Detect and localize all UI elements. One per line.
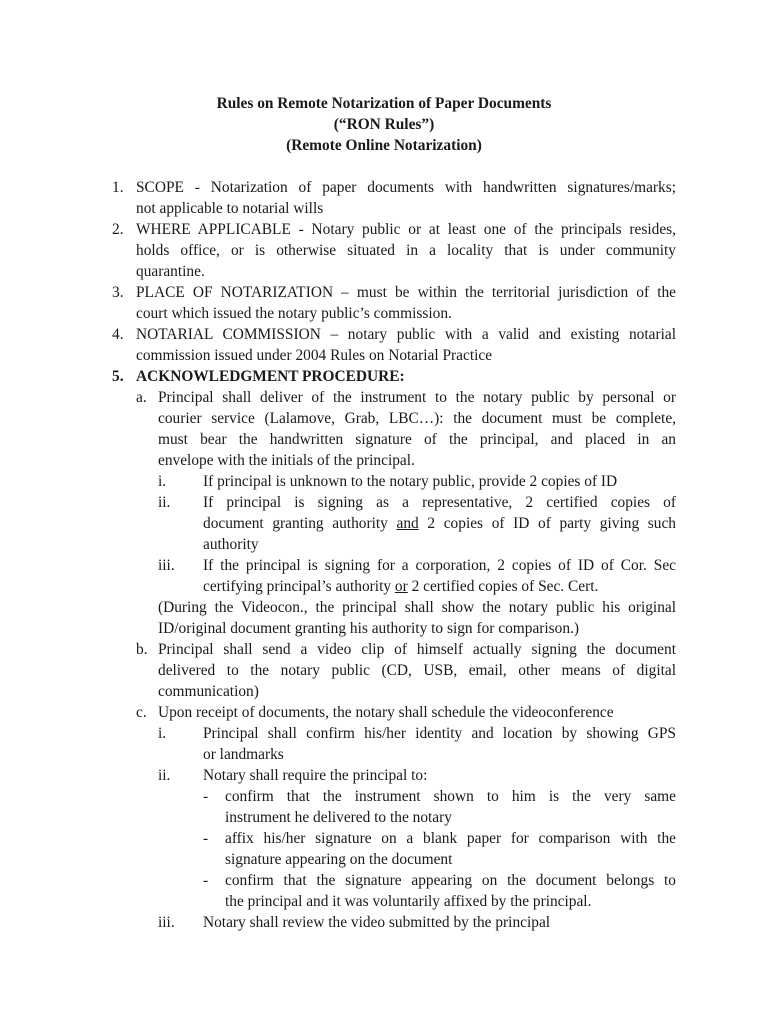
where-applicable-text-cont: holds office, or is otherwise situated in a locality that is under community bbox=[136, 242, 676, 259]
section-a-text: courier service (Lalamove, Grab, LBC…): the document must be complete, bbox=[158, 410, 676, 427]
where-applicable-text-end: quarantine. bbox=[136, 263, 205, 280]
section-c-iii-text: Notary shall review the video submitted by the principal bbox=[203, 914, 551, 931]
commission-text: NOTARIAL COMMISSION – notary public with a valid and existing notarial bbox=[136, 326, 676, 343]
item-number-4: 4. bbox=[112, 326, 124, 343]
item-number-3: 3. bbox=[112, 284, 124, 301]
section-a-text: must bear the handwritten signature of the principal, and placed in an bbox=[158, 431, 676, 448]
section-c-label: c. bbox=[136, 704, 147, 721]
section-a-ii-text-end: authority bbox=[203, 536, 259, 553]
section-a-text: Principal shall deliver of the instrument to the notary public by personal or bbox=[158, 389, 676, 406]
section-b-text: delivered to the notary public (CD, USB, email, other means of digital bbox=[158, 662, 676, 679]
section-a-ii-text-cont: document granting authority and 2 copies of ID of party giving such bbox=[203, 515, 676, 532]
videocon-note: (During the Videocon., the principal shall show the notary public his original bbox=[158, 599, 676, 616]
requirement-confirm-instrument-cont: instrument he delivered to the notary bbox=[225, 809, 452, 826]
dash-bullet: - bbox=[203, 830, 209, 847]
section-a-i-label: i. bbox=[158, 473, 167, 490]
and-underlined: and bbox=[396, 515, 419, 532]
section-c-i-label: i. bbox=[158, 725, 167, 742]
requirement-affix-signature-cont: signature appearing on the document bbox=[225, 851, 453, 868]
commission-text-cont: commission issued under 2004 Rules on Notarial Practice bbox=[136, 347, 493, 364]
place-text-cont: court which issued the notary public’s commission. bbox=[136, 305, 452, 322]
section-b-label: b. bbox=[136, 641, 148, 658]
section-b-text: communication) bbox=[158, 683, 259, 700]
ack-procedure-heading: ACKNOWLEDGMENT PROCEDURE: bbox=[136, 368, 405, 385]
section-c-ii-text: Notary shall require the principal to: bbox=[203, 767, 428, 784]
place-text: PLACE OF NOTARIZATION – must be within the territorial jurisdiction of the bbox=[136, 284, 676, 301]
section-a-ii-label: ii. bbox=[158, 494, 171, 511]
section-c-i-text-cont: or landmarks bbox=[203, 746, 284, 763]
where-applicable-text: WHERE APPLICABLE - Notary public or at least one of the principals resides, bbox=[136, 221, 676, 238]
doc-subtitle-ron: (“RON Rules”) bbox=[333, 116, 435, 133]
item-number-5: 5. bbox=[112, 368, 124, 385]
requirement-confirm-signature: confirm that the signature appearing on the document belongs to bbox=[225, 872, 676, 889]
section-a-label: a. bbox=[136, 389, 147, 406]
requirement-confirm-instrument: confirm that the instrument shown to him is the very same bbox=[225, 788, 676, 805]
section-c-iii-label: iii. bbox=[158, 914, 175, 931]
section-c-i-text: Principal shall confirm his/her identity and location by showing GPS bbox=[203, 725, 676, 742]
item-number-2: 2. bbox=[112, 221, 124, 238]
section-c-ii-label: ii. bbox=[158, 767, 171, 784]
doc-title: Rules on Remote Notarization of Paper Documents bbox=[216, 95, 552, 112]
scope-text-cont: not applicable to notarial wills bbox=[136, 200, 324, 217]
requirement-affix-signature: affix his/her signature on a blank paper for comparison with the bbox=[225, 830, 676, 847]
section-a-iii-text: If the principal is signing for a corporation, 2 copies of ID of Cor. Sec bbox=[203, 557, 676, 574]
section-a-iii-label: iii. bbox=[158, 557, 175, 574]
dash-bullet: - bbox=[203, 788, 209, 805]
section-c-text: Upon receipt of documents, the notary shall schedule the videoconference bbox=[158, 704, 614, 721]
section-a-ii-text: If principal is signing as a representative, 2 certified copies of bbox=[203, 494, 676, 511]
section-a-i-text: If principal is unknown to the notary public, provide 2 copies of ID bbox=[203, 473, 618, 490]
section-b-text: Principal shall send a video clip of himself actually signing the document bbox=[158, 641, 676, 658]
dash-bullet: - bbox=[203, 872, 209, 889]
doc-subtitle-remote: (Remote Online Notarization) bbox=[286, 137, 482, 154]
section-a-iii-text-cont: certifying principal’s authority or 2 certified copies of Sec. Cert. bbox=[203, 578, 599, 595]
videocon-note-cont: ID/original document granting his authority to sign for comparison.) bbox=[158, 620, 580, 637]
scope-text: SCOPE - Notarization of paper documents with handwritten signatures/marks; bbox=[136, 179, 676, 196]
item-number-1: 1. bbox=[112, 179, 124, 196]
section-a-text: envelope with the initials of the principal. bbox=[158, 452, 415, 469]
or-underlined: or bbox=[394, 578, 408, 595]
requirement-confirm-signature-cont: the principal and it was voluntarily affixed by the principal. bbox=[225, 893, 592, 910]
